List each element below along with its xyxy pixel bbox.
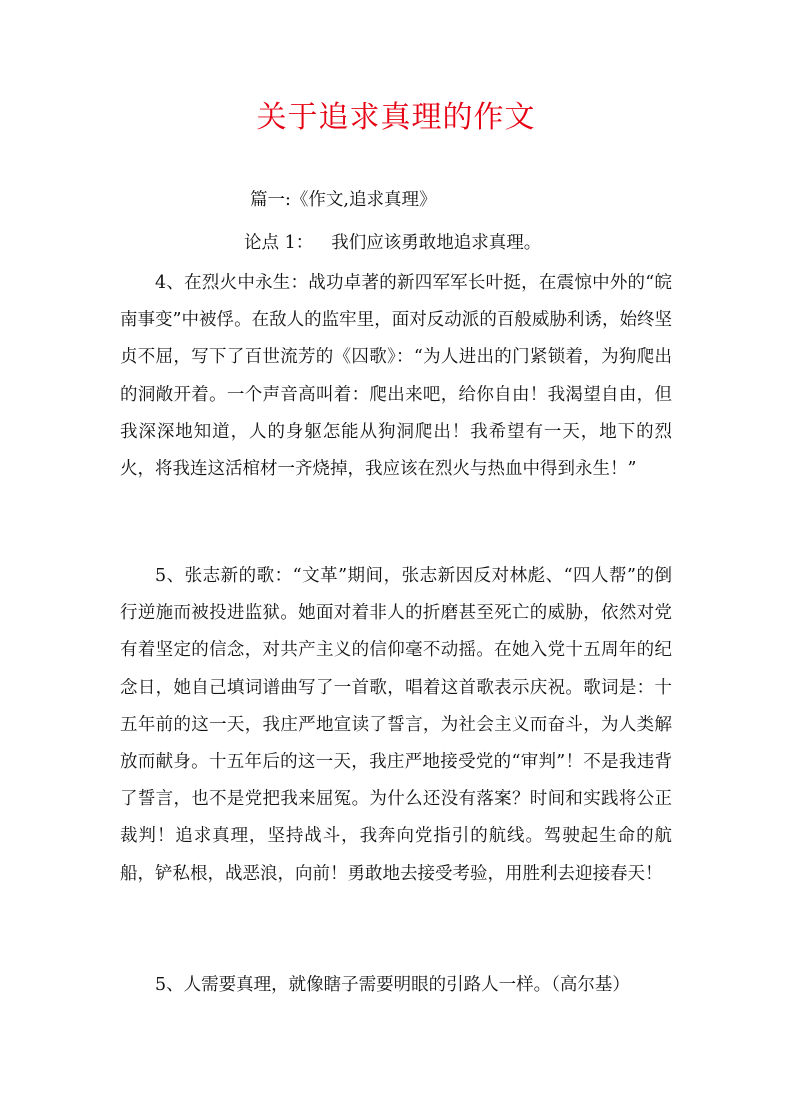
section-heading: 篇一:《作文,追求真理》 [250, 190, 437, 210]
argument-line [244, 227, 541, 259]
paragraph-gorky-quote: 5、人需要真理，就像瞎子需要明眼的引路人一样。（高尔基） [155, 975, 630, 995]
paragraph-ye-ting: 4、在烈火中永生：战功卓著的新四军军长叶挺，在震惊中外的“皖南事变”中被俘。在敌人的监牢里，面对反动派的百般威胁利诱，始终坚贞不屈，写下了百世流芳的《囚歌》：“为人进出的门紧锁着，为狗爬出的洞敞开着。一个声音高叫着：爬出来吧，给你自由！我渴望自由，但我深深地知道，人的身躯怎能从狗洞爬出！我希望有一天，地下的烈火，将我连这活棺材一齐烧掉，我应该在烈火与热血中得到永生！” [120, 273, 672, 480]
argument-label: 论点 1： [244, 233, 314, 253]
argument-text: 我们应该勇敢地追求真理。 [331, 233, 542, 253]
document-title: 关于追求真理的作文 [256, 100, 536, 135]
paragraph-zhang-zhixin: 5、张志新的歌：“文革”期间，张志新因反对林彪、“四人帮”的倒行逆施而被投进监狱。她面对着非人的折磨甚至死亡的威胁，依然对党有着坚定的信念，对共产主义的信仰毫不动摇。在她入党十五周年的纪念日，她自己填词谱曲写了一首歌，唱着这首歌表示庆祝。歌词是：十五年前的这一天，我庄严地宣读了誓言，为社会主义而奋斗，为人类解放而献身。十五年后的这一天，我庄严地接受党的“审判”！不是我违背了誓言，也不是党把我来屈冤。为什么还没有落案？时间和实践将公正裁判！追求真理，坚持战斗，我奔向党指引的航线。驾驶起生命的航船，铲私根，战恶浪，向前！勇敢地去接受考验，用胜利去迎接春天！ [120, 566, 672, 884]
